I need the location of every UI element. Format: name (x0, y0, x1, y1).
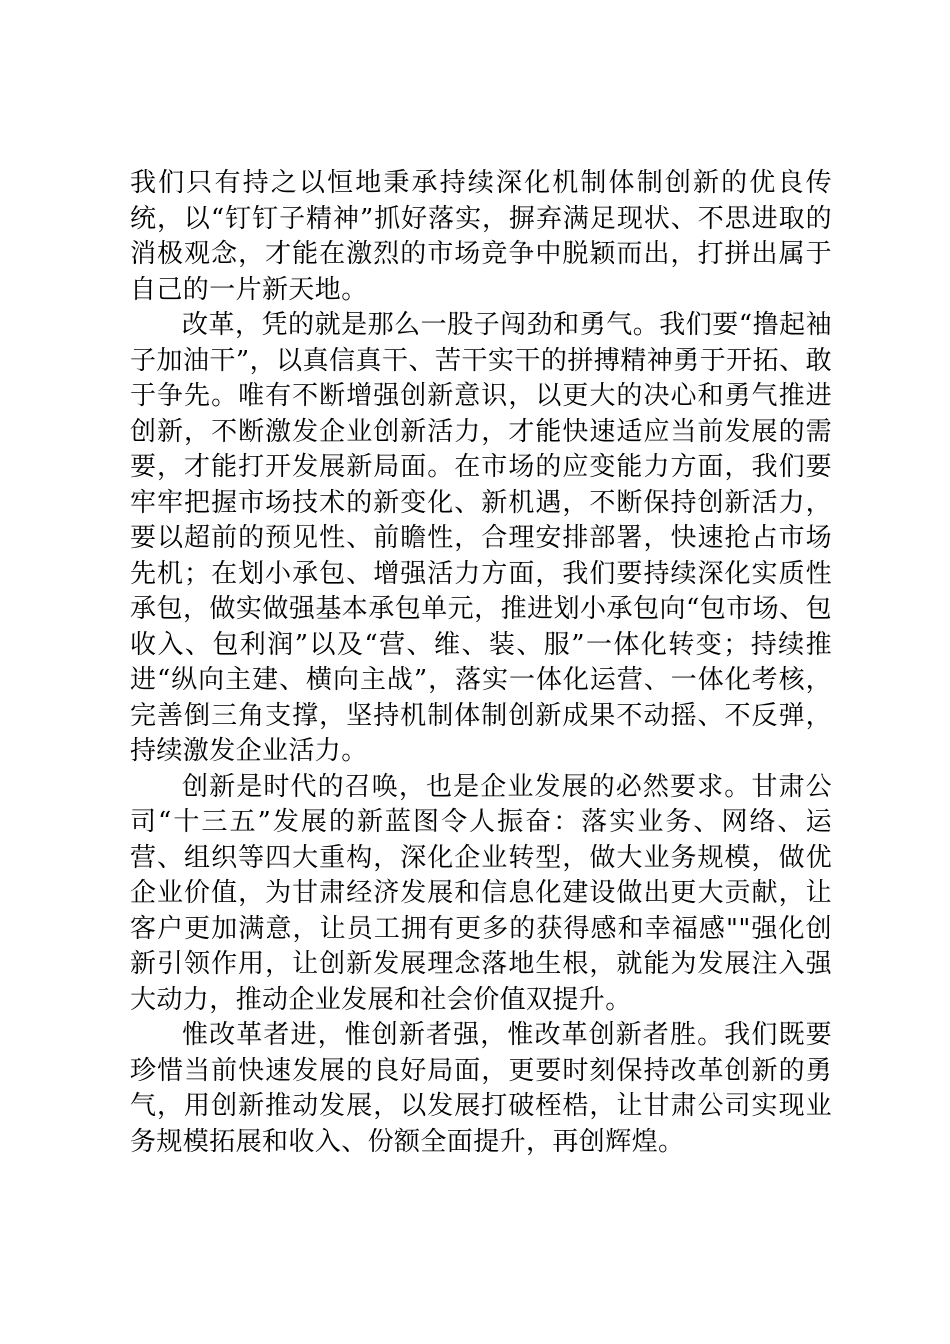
paragraph-1: 我们只有持之以恒地秉承持续深化机制体制创新的优良传统，以“钉钉子精神”抓好落实，摒弃满足现状、不思进取的消极观念，才能在激烈的市场竞争中脱颖而出，打拼出属于自己的一片新天地。 (130, 168, 832, 305)
document-page (130, 166, 832, 1160)
paragraph-3: 创新是时代的召唤，也是企业发展的必然要求。甘肃公司“十三五”发展的新蓝图令人振奋：落实业务、网络、运营、组织等四大重构，深化企业转型，做大业务规模，做优企业价值，为甘肃经济发展和信息化建设做出更大贡献，让客户更加满意，让员工拥有更多的获得感和幸福感""强化创新引领作用，让创新发展理念落地生根，就能为发展注入强大动力，推动企业发展和社会价值双提升。 (130, 771, 832, 1015)
paragraph-4: 惟改革者进，惟创新者强，惟改革创新者胜。我们既要珍惜当前快速发展的良好局面，更要时刻保持改革创新的勇气，用创新推动发展，以发展打破桎梏，让甘肃公司实现业务规模拓展和收入、份额全面提升，再创辉煌。 (130, 1020, 832, 1157)
paragraph-2: 改革，凭的就是那么一股子闯劲和勇气。我们要“撸起袖子加油干”，以真信真干、苦干实干的拼搏精神勇于开拓、敢于争先。唯有不断增强创新意识，以更大的决心和勇气推进创新，不断激发企业创新活力，才能快速适应当前发展的需要，才能打开发展新局面。在市场的应变能力方面，我们要牢牢把握市场技术的新变化、新机遇，不断保持创新活力，要以超前的预见性、前瞻性，合理安排部署，快速抢占市场先机；在划小承包、增强活力方面，我们要持续深化实质性承包，做实做强基本承包单元，推进划小承包向“包市场、包收入、包利润”以及“营、维、装、服”一体化转变；持续推进“纵向主建、横向主战”，落实一体化运营、一体化考核，完善倒三角支撑，坚持机制体制创新成果不动摇、不反弹，持续激发企业活力。 (130, 310, 832, 766)
